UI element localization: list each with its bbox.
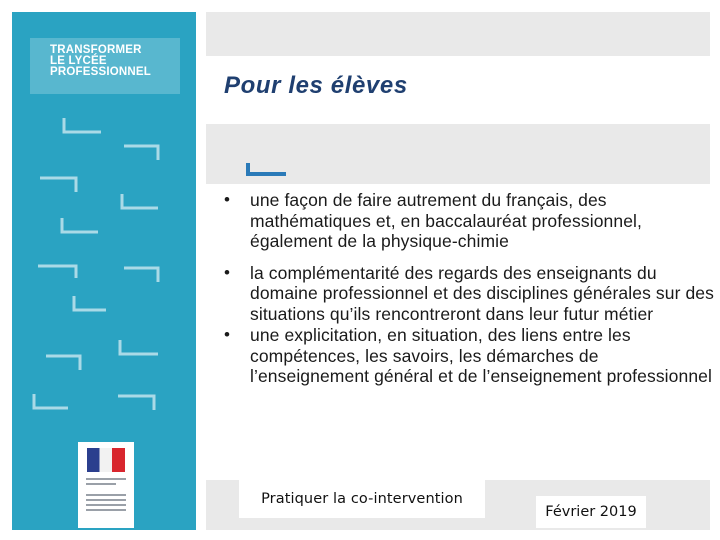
bullet-text: une façon de faire autrement du français, des mathématiques et, en baccalauréat professionnel, également de la physique-chimie: [250, 190, 642, 251]
list-item: [222, 190, 714, 252]
page-title: Pour les élèves: [224, 72, 408, 99]
footer-topic: Pratiquer la co-intervention: [239, 480, 485, 518]
list-item: [222, 263, 714, 325]
list-item: [222, 325, 714, 387]
ministry-line: [86, 478, 126, 480]
bullet-text: une explicitation, en situation, des liens entre les compétences, les savoirs, les démarches de l’enseignement général et de l’enseignement professionnel: [250, 325, 712, 386]
logo-line-2: LE LYCÉE: [50, 55, 107, 67]
logo-line-3: PROFESSIONNEL: [50, 66, 152, 78]
flag-icon: [87, 448, 125, 472]
bullet-list: [222, 190, 714, 387]
footer-date: Février 2019: [536, 496, 646, 528]
ministry-line: [86, 509, 126, 511]
ministry-line: [86, 483, 116, 485]
accent-bracket-icon: [246, 163, 286, 177]
bullet-marker: •: [224, 325, 231, 344]
ministry-line: [86, 494, 126, 496]
ministry-line: [86, 499, 126, 501]
bullet-marker: •: [224, 262, 231, 282]
logo-line-1: TRANSFORMER: [50, 44, 142, 56]
bullet-marker: •: [224, 190, 231, 209]
ministry-line: [86, 504, 126, 506]
bullet-text: la complémentarité des regards des enseignants du domaine professionnel et des disciplines générales sur des situations qu’ils rencontreront dans leur futur métier: [250, 262, 714, 324]
ministry-logo: [78, 442, 134, 528]
